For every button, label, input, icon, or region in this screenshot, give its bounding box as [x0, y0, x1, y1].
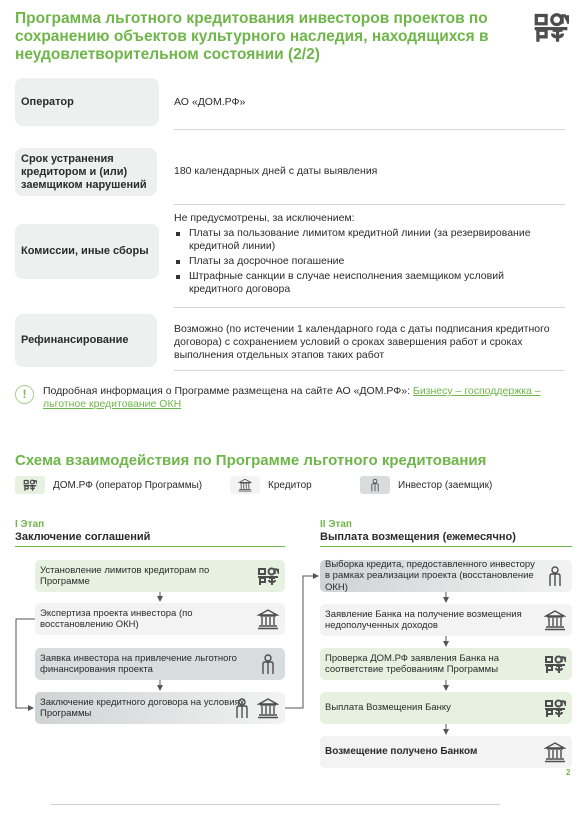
info-text-body: Подробная информация о Программе размещена на сайте АО «ДОМ.РФ»: — [43, 385, 413, 397]
row-deadline — [15, 148, 565, 198]
list-item: Штрафные санкции в случае неисполнения заемщиком условий кредитного договора — [174, 270, 554, 296]
dom-rf-icon — [257, 565, 279, 587]
stage2-step-2 — [320, 604, 572, 636]
scheme-title: Схема взаимодействия по Программе льготного кредитования — [15, 452, 487, 469]
divider — [174, 204, 565, 205]
info-text — [43, 385, 553, 411]
bank-icon — [257, 697, 279, 719]
step-label: Экспертиза проекта инвестора (по восстановлению ОКН) — [40, 607, 193, 630]
legend-swatch — [15, 476, 45, 494]
divider — [174, 129, 565, 130]
stage2-step-3 — [320, 648, 572, 680]
bank-icon — [544, 609, 566, 631]
arrow — [16, 619, 35, 708]
divider — [174, 307, 565, 308]
bank-icon — [238, 478, 252, 492]
list-item: Платы за досрочное погашение — [174, 255, 554, 268]
step-label: Возмещение получено Банком — [325, 746, 478, 758]
exclamation-icon: ! — [15, 385, 34, 404]
step-label: Заключение кредитного договора на условиях Программы — [40, 696, 245, 719]
stage2-title: Выплата возмещения (ежемесячно) — [320, 531, 516, 543]
legend-operator — [15, 476, 202, 494]
page-number: 2 — [566, 768, 571, 777]
legend-label: ДОМ.РФ (оператор Программы) — [53, 479, 203, 491]
page-title: Программа льготного кредитования инвесторов проектов по сохранению объектов культурного наследия, находящихся в неудовлетворительном состоянии (2/2) — [15, 10, 489, 63]
row-operator — [15, 78, 565, 128]
person-icon — [257, 653, 279, 675]
legend-label: Инвестор (заемщик) — [398, 479, 493, 491]
stage1-underline — [15, 546, 285, 547]
program-link[interactable]: Бизнесу – господдержка – льготное кредитование ОКН — [43, 385, 541, 410]
person-icon — [544, 565, 566, 587]
step-label: Заявка инвестора на привлечение льготного финансирования проекта — [40, 652, 237, 675]
list-item: Платы за пользование лимитом кредитной линии (за резервирование кредитной линии) — [174, 227, 554, 253]
person-icon — [368, 478, 382, 492]
step-label: Выборка кредита, предоставленного инвестору в рамках реализации проекта (восстановление ОКН) — [325, 558, 535, 593]
step-label: Установление лимитов кредиторам по Программе — [40, 564, 210, 587]
row-label: Срок устранения кредитором и (или) заемщиком нарушений — [15, 148, 157, 196]
divider — [174, 370, 565, 371]
stage1-title: Заключение соглашений — [15, 531, 151, 543]
dom-rf-icon — [544, 697, 566, 719]
row-label: Комиссии, иные сборы — [15, 224, 159, 279]
stage1-step-4 — [35, 692, 285, 724]
stage1-number: I Этап — [15, 519, 45, 530]
dom-rf-icon — [23, 478, 37, 492]
stage2-step-5 — [320, 736, 572, 768]
stage1-step-1 — [35, 560, 285, 592]
bank-icon — [257, 608, 279, 630]
row-fees — [15, 210, 565, 306]
step-label: Выплата Возмещения Банку — [325, 702, 451, 714]
person-icon — [231, 697, 253, 719]
stage1-step-2 — [35, 603, 285, 635]
legend-investor — [360, 476, 492, 494]
arrow — [285, 576, 318, 708]
bank-icon — [544, 741, 566, 763]
row-label: Рефинансирование — [15, 314, 157, 367]
row-label: Оператор — [15, 78, 159, 126]
legend-creditor — [230, 476, 312, 494]
legend-label: Кредитор — [268, 479, 312, 491]
row-refinancing — [15, 314, 565, 370]
fees-list — [174, 227, 554, 296]
row-value: АО «ДОМ.РФ» — [174, 96, 246, 108]
stage2-number: II Этап — [320, 519, 352, 530]
dom-rf-logo — [532, 9, 570, 45]
stage1-step-3 — [35, 648, 285, 680]
fees-intro: Не предусмотрены, за исключением: — [174, 212, 355, 224]
dom-rf-icon — [544, 653, 566, 675]
legend-swatch — [360, 476, 390, 494]
footer-divider — [50, 804, 500, 805]
row-value: 180 календарных дней с даты выявления — [174, 165, 378, 177]
legend-swatch — [230, 476, 260, 494]
step-label: Проверка ДОМ.РФ заявления Банка на соответствие требованиям Программы — [325, 652, 500, 675]
stage2-step-4 — [320, 692, 572, 724]
row-value — [174, 212, 554, 296]
stage2-underline — [320, 546, 572, 547]
step-label: Заявление Банка на получение возмещения недополученных доходов — [325, 608, 522, 631]
stage2-step-1 — [320, 560, 572, 592]
row-value: Возможно (по истечении 1 календарного года с даты подписания кредитного договора) с сохранением условий о сроках завершения работ и сроках выполнения отдельных этапов таких работ — [174, 323, 550, 361]
